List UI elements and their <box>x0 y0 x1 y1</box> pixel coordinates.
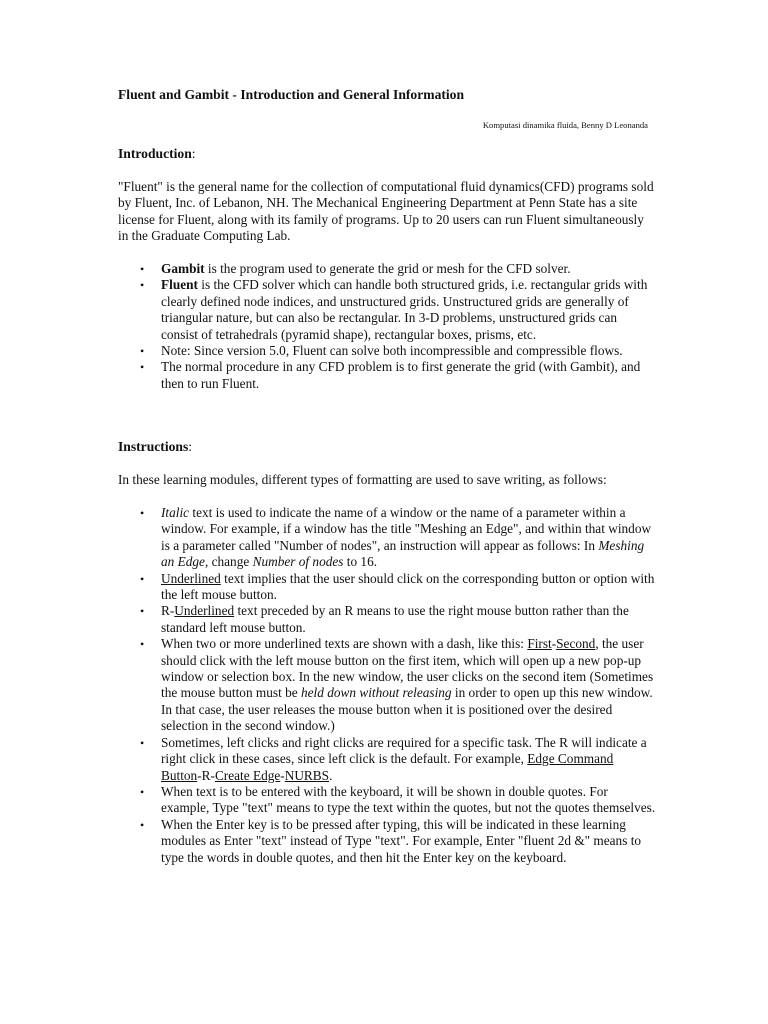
list-item: • Gambit is the program used to generate the grid or mesh for the CFD solver. <box>161 261 657 277</box>
instructions-bullet-list <box>161 505 657 866</box>
list-item: • The normal procedure in any CFD problem is to first generate the grid (with Gambit), and then to run Fluent. <box>161 359 657 392</box>
instructions-heading: Instructions: <box>118 439 193 454</box>
list-item: • When text is to be entered with the keyboard, it will be shown in double quotes. For example, Type "text" means to type the text within the quotes, but not the quotes themselves. <box>161 784 657 817</box>
list-item: • Sometimes, left clicks and right clicks are required for a specific task. The R will indicate a right click in these cases, since left click is the default. For example, Edge Command Button-R-Create Edge-NURBS. <box>161 735 657 784</box>
list-item: • When the Enter key is to be pressed after typing, this will be indicated in these learning modules as Enter "text" instead of Type "text". For example, Enter "fluent 2d &" means to type the words in double quotes, and then hit the Enter key on the keyboard. <box>161 817 657 866</box>
attribution-line: Komputasi dinamika fluida, Benny D Leonanda <box>482 120 648 130</box>
document-title: Fluent and Gambit - Introduction and General Information <box>118 87 465 102</box>
instructions-paragraph: In these learning modules, different types of formatting are used to save writing, as follows: <box>118 472 607 487</box>
list-item: • Underlined text implies that the user should click on the corresponding button or option with the left mouse button. <box>161 571 657 604</box>
list-item: • R-Underlined text preceded by an R means to use the right mouse button rather than the standard left mouse button. <box>161 603 657 636</box>
list-item: • When two or more underlined texts are shown with a dash, like this: First-Second, the user should click with the left mouse button on the first item, which will open up a new pop-up window or selection box. In the new window, the user clicks on the second item (Sometimes the mouse button must be held down without releasing in order to open up this new window. In that case, the user releases the mouse button when it is positioned over the desired selection in the second window.) <box>161 636 657 734</box>
introduction-bullet-list <box>161 261 657 392</box>
list-item: • Note: Since version 5.0, Fluent can solve both incompressible and compressible flows. <box>161 343 657 359</box>
list-item: • Fluent is the CFD solver which can handle both structured grids, i.e. rectangular grids with clearly defined node indices, and unstructured grids. Unstructured grids are generally of triangular nature, but can also be rectangular. In 3-D problems, unstructured grids can consist of tetrahedrals (pyramid shape), rectangular boxes, prisms, etc. <box>161 277 657 343</box>
introduction-paragraph: "Fluent" is the general name for the collection of computational fluid dynamics(CFD) programs sold by Fluent, Inc. of Lebanon, NH. The Mechanical Engineering Department at Penn State has a site license for Fluent, along with its family of programs. Up to 20 users can run Fluent simultaneously in the Graduate Computing Lab. <box>118 179 654 244</box>
introduction-heading: Introduction: <box>118 146 196 161</box>
list-item: • Italic text is used to indicate the name of a window or the name of a parameter within a window. For example, if a window has the title "Meshing an Edge", and within that window is a parameter called "Number of nodes", an instruction will appear as follows: In Meshing an Edge, change Number of nodes to 16. <box>161 505 657 571</box>
